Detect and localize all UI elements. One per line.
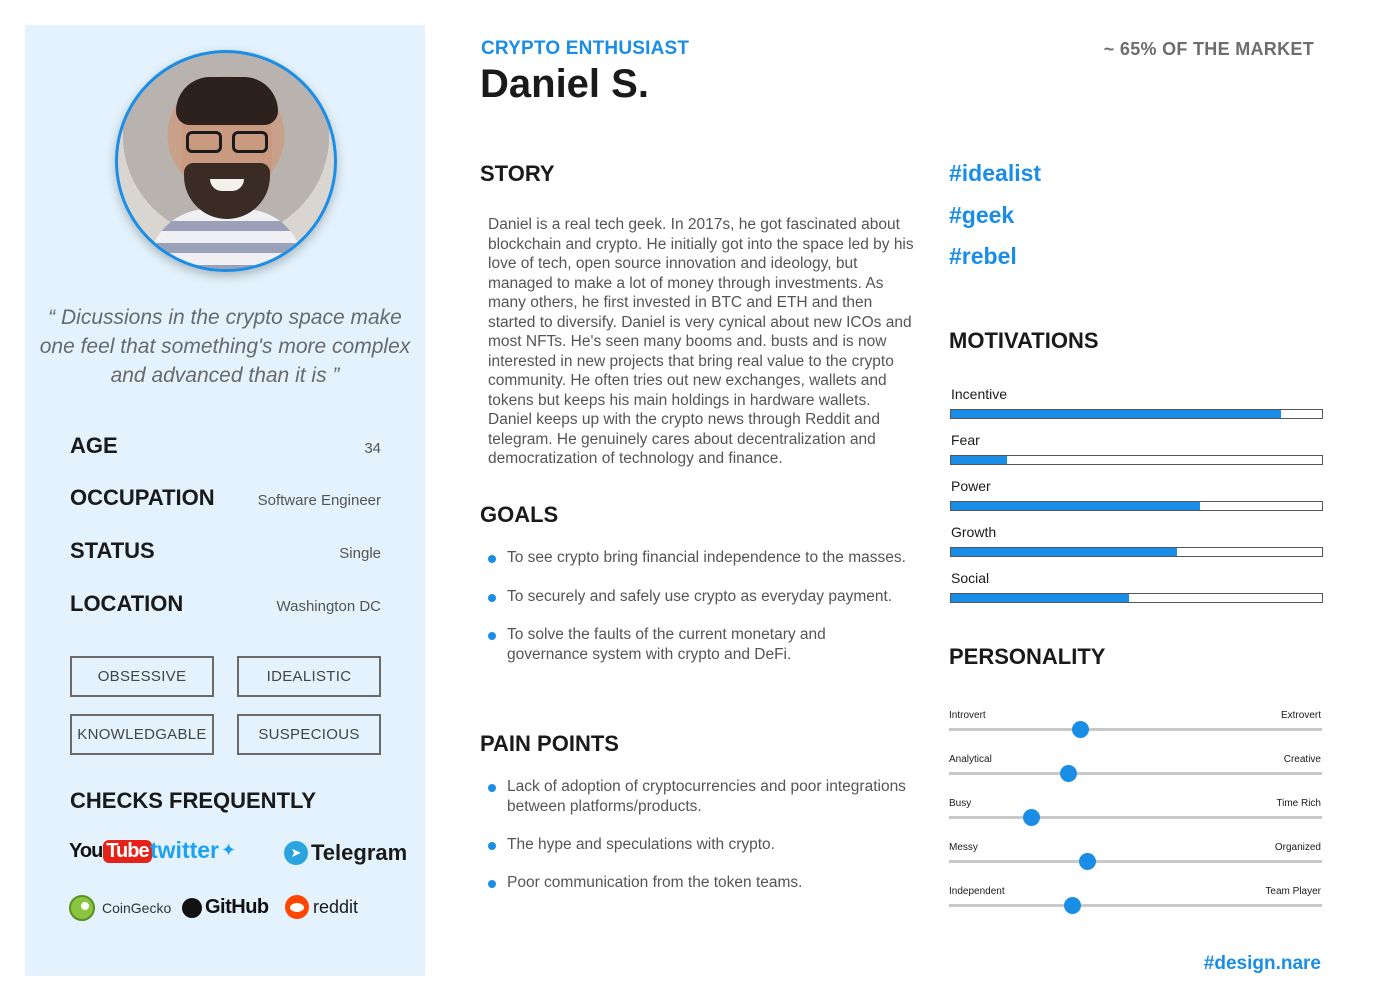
personality-slider-knob: [1064, 897, 1081, 914]
avatar: [115, 50, 337, 272]
persona-name: Daniel S.: [480, 62, 649, 106]
telegram-logo: [284, 840, 407, 866]
motivation-bar-fill: [951, 548, 1177, 556]
youtube-logo-you: You: [69, 840, 103, 862]
trait-tag: SUSPECIOUS: [237, 714, 381, 755]
telegram-logo-text: Telegram: [311, 840, 408, 865]
pain-point-item: Lack of adoption of cryptocurrencies and poor integrations between platforms/products.: [488, 777, 908, 816]
motivation-bar: [950, 593, 1323, 603]
motivation-bar: [950, 501, 1323, 511]
reddit-icon: [285, 895, 309, 919]
persona-quote: “ Dicussions in the crypto space make one feel that something's more complex and advanced than it is ”: [39, 306, 411, 387]
telegram-icon: ➤: [284, 841, 308, 865]
personality-title: PERSONALITY: [949, 644, 1106, 669]
personality-left-label: Independent: [949, 886, 1005, 897]
personality-slider-track: [949, 860, 1322, 863]
personality-slider-knob: [1079, 853, 1096, 870]
profile-panel: [25, 25, 425, 976]
personality-slider-track: [949, 816, 1322, 819]
personality-left-label: Introvert: [949, 710, 986, 721]
motivations-title: MOTIVATIONS: [949, 328, 1099, 353]
twitter-logo-text: twitter: [150, 837, 219, 863]
goals-list: [488, 548, 908, 664]
goal-item: To securely and safely use crypto as everyday payment.: [488, 587, 908, 607]
info-row-status: [70, 538, 381, 564]
coingecko-logo: [69, 895, 171, 921]
info-value: 34: [364, 440, 381, 457]
trait-tag: KNOWLEDGABLE: [70, 714, 214, 755]
motivation-bar: [950, 455, 1323, 465]
personality-left-label: Messy: [949, 842, 978, 853]
youtube-logo: [69, 840, 152, 863]
personality-slider-knob: [1023, 809, 1040, 826]
personality-right-label: Extrovert: [1280, 710, 1321, 721]
info-row-occupation: [70, 485, 381, 511]
motivation-label: Incentive: [951, 386, 1008, 402]
story-title: STORY: [480, 161, 555, 186]
goal-item: To see crypto bring financial independence to the masses.: [488, 548, 908, 568]
info-value: Single: [339, 545, 381, 562]
info-row-age: [70, 433, 381, 459]
coingecko-logo-text: CoinGecko: [102, 900, 172, 916]
goals-title: GOALS: [480, 502, 559, 527]
github-icon: [182, 898, 202, 918]
personality-slider-knob: [1060, 765, 1077, 782]
motivation-label: Power: [951, 478, 991, 494]
story-text: Daniel is a real tech geek. In 2017s, he got fascinated about blockchain and crypto. He initially got into the space led by his love of tech, open source innovation and ideology, but managed to make a lot of money through investments. As many others, he first invested in BTC and ETH and then started to diversify. Daniel is very cynical about new ICOs and most NFTs. He's seen many booms and. busts and is now interested in new projects that bring real value to the crypto community. He often tries out new exchanges, wallets and tokens but keeps his main holdings in hardware wallets. Daniel keeps up with the crypto news through Reddit and telegram. He genuinely cares about decentralization and democratization of technology and finance.: [488, 216, 914, 467]
motivation-bar-fill: [951, 594, 1129, 602]
pain-point-item: The hype and speculations with crypto.: [488, 835, 908, 855]
github-logo: [182, 896, 269, 919]
reddit-logo: [285, 895, 358, 919]
twitter-bird-icon: ✦: [221, 840, 237, 860]
motivation-bar-fill: [951, 410, 1281, 418]
info-label: OCCUPATION: [70, 485, 215, 510]
footer-hashtag: #design.nare: [1203, 953, 1321, 974]
trait-tag: IDEALISTIC: [237, 656, 381, 697]
motivation-label: Growth: [951, 524, 997, 540]
personality-left-label: Busy: [949, 798, 972, 809]
personality-right-label: Team Player: [1265, 886, 1321, 897]
avatar-hair: [176, 77, 278, 125]
motivation-bar: [950, 547, 1323, 557]
personality-slider-track: [949, 728, 1322, 731]
personality-right-label: Creative: [1283, 754, 1321, 765]
personality-slider-track: [949, 904, 1322, 907]
youtube-logo-tube: Tube: [103, 840, 151, 863]
motivation-bar-fill: [951, 502, 1200, 510]
motivation-bar: [950, 409, 1323, 419]
personality-right-label: Organized: [1274, 842, 1321, 853]
motivation-bar-fill: [951, 456, 1007, 464]
reddit-logo-text: reddit: [313, 896, 359, 917]
personality-slider-knob: [1072, 721, 1089, 738]
avatar-glasses: [186, 131, 268, 155]
pain-point-item: Poor communication from the token teams.: [488, 873, 908, 893]
goal-item: To solve the faults of the current monetary and governance system with crypto and DeFi.: [488, 625, 908, 664]
motivation-label: Social: [951, 570, 990, 586]
motivation-label: Fear: [951, 432, 980, 448]
info-value: Software Engineer: [257, 492, 381, 509]
persona-subtitle: CRYPTO ENTHUSIAST: [481, 38, 690, 59]
trait-tag: OBSESSIVE: [70, 656, 214, 697]
personality-right-label: Time Rich: [1276, 798, 1321, 809]
twitter-logo: [150, 837, 236, 864]
hashtag: #idealist: [949, 160, 1042, 186]
info-label: AGE: [70, 433, 118, 458]
info-label: STATUS: [70, 538, 155, 563]
info-row-location: [70, 591, 381, 617]
hashtag: #rebel: [949, 243, 1017, 269]
personality-left-label: Analytical: [949, 754, 992, 765]
pain-points-title: PAIN POINTS: [480, 731, 619, 756]
checks-frequently-title: CHECKS FREQUENTLY: [70, 788, 317, 813]
github-logo-text: GitHub: [205, 896, 269, 918]
pain-points-list: [488, 777, 908, 892]
info-value: Washington DC: [276, 598, 381, 615]
market-share: ~ 65% OF THE MARKET: [1103, 39, 1314, 59]
hashtag: #geek: [949, 202, 1015, 228]
info-label: LOCATION: [70, 591, 184, 616]
coingecko-icon: [69, 895, 95, 921]
personality-slider-track: [949, 772, 1322, 775]
